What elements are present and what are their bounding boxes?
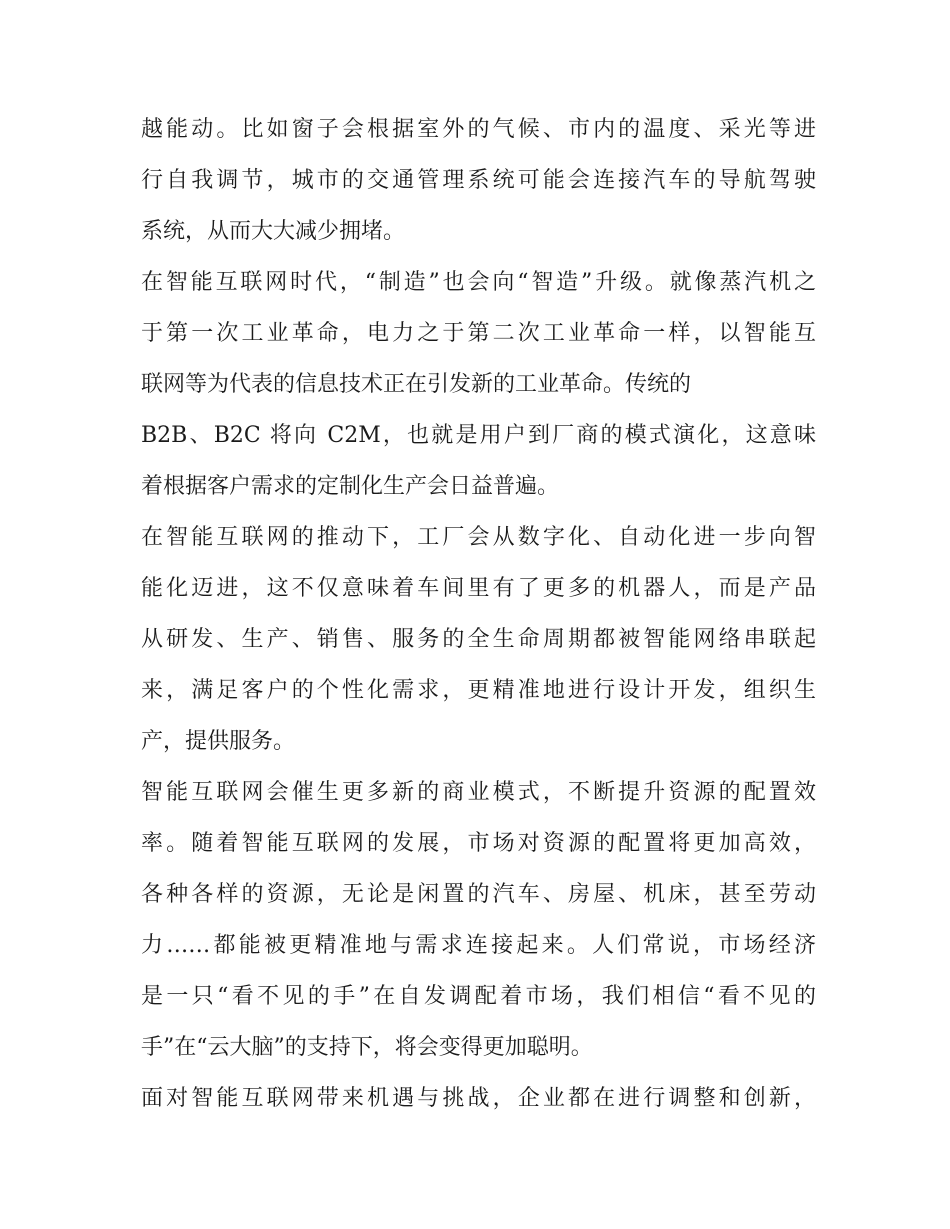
text-line: B2B、B2C 将向 C2M，也就是用户到厂商的模式演化，这意味 (141, 423, 816, 448)
text-line: 产，提供服务。 (141, 729, 296, 754)
text-line: 能化迈进，这不仅意味着车间里有了更多的机器人，而是产品 (141, 576, 816, 601)
text-line: 着根据客户需求的定制化生产会日益普遍。 (141, 474, 560, 499)
text-line: 智能互联网会催生更多新的商业模式，不断提升资源的配置效 (141, 780, 816, 805)
text-line: 越能动。比如窗子会根据室外的气候、市内的温度、采光等进 (141, 117, 816, 142)
text-line: 来，满足客户的个性化需求，更精准地进行设计开发，组织生 (141, 678, 816, 703)
text-line: 各种各样的资源，无论是闲置的汽车、房屋、机床，甚至劳动 (141, 882, 816, 907)
paragraph (141, 104, 816, 257)
paragraph (141, 257, 816, 512)
text-line: 面对智能互联网带来机遇与挑战，企业都在进行调整和创新， (141, 1086, 816, 1111)
text-line: 率。随着智能互联网的发展，市场对资源的配置将更加高效， (141, 831, 816, 856)
text-line: 在智能互联网时代，“制造”也会向“智造”升级。就像蒸汽机之 (141, 270, 816, 295)
text-line: 是一只“看不见的手”在自发调配着市场，我们相信“看不见的 (141, 984, 816, 1009)
text-line: 手”在“云大脑”的支持下，将会变得更加聪明。 (141, 1035, 593, 1060)
text-line: 在智能互联网的推动下，工厂会从数字化、自动化进一步向智 (141, 525, 816, 550)
document-body (141, 104, 816, 1124)
paragraph (141, 1073, 816, 1124)
text-line: 力……都能被更精准地与需求连接起来。人们常说，市场经济 (141, 933, 816, 958)
text-line: 于第一次工业革命，电力之于第二次工业革命一样，以智能互 (141, 321, 816, 346)
text-line: 从研发、生产、销售、服务的全生命周期都被智能网络串联起 (141, 627, 816, 652)
paragraph (141, 767, 816, 1073)
paragraph (141, 512, 816, 767)
text-line: 联网等为代表的信息技术正在引发新的工业革命。传统的 (141, 372, 692, 397)
text-line: 行自我调节，城市的交通管理系统可能会连接汽车的导航驾驶 (141, 168, 816, 193)
text-line: 系统，从而大大减少拥堵。 (141, 219, 406, 244)
